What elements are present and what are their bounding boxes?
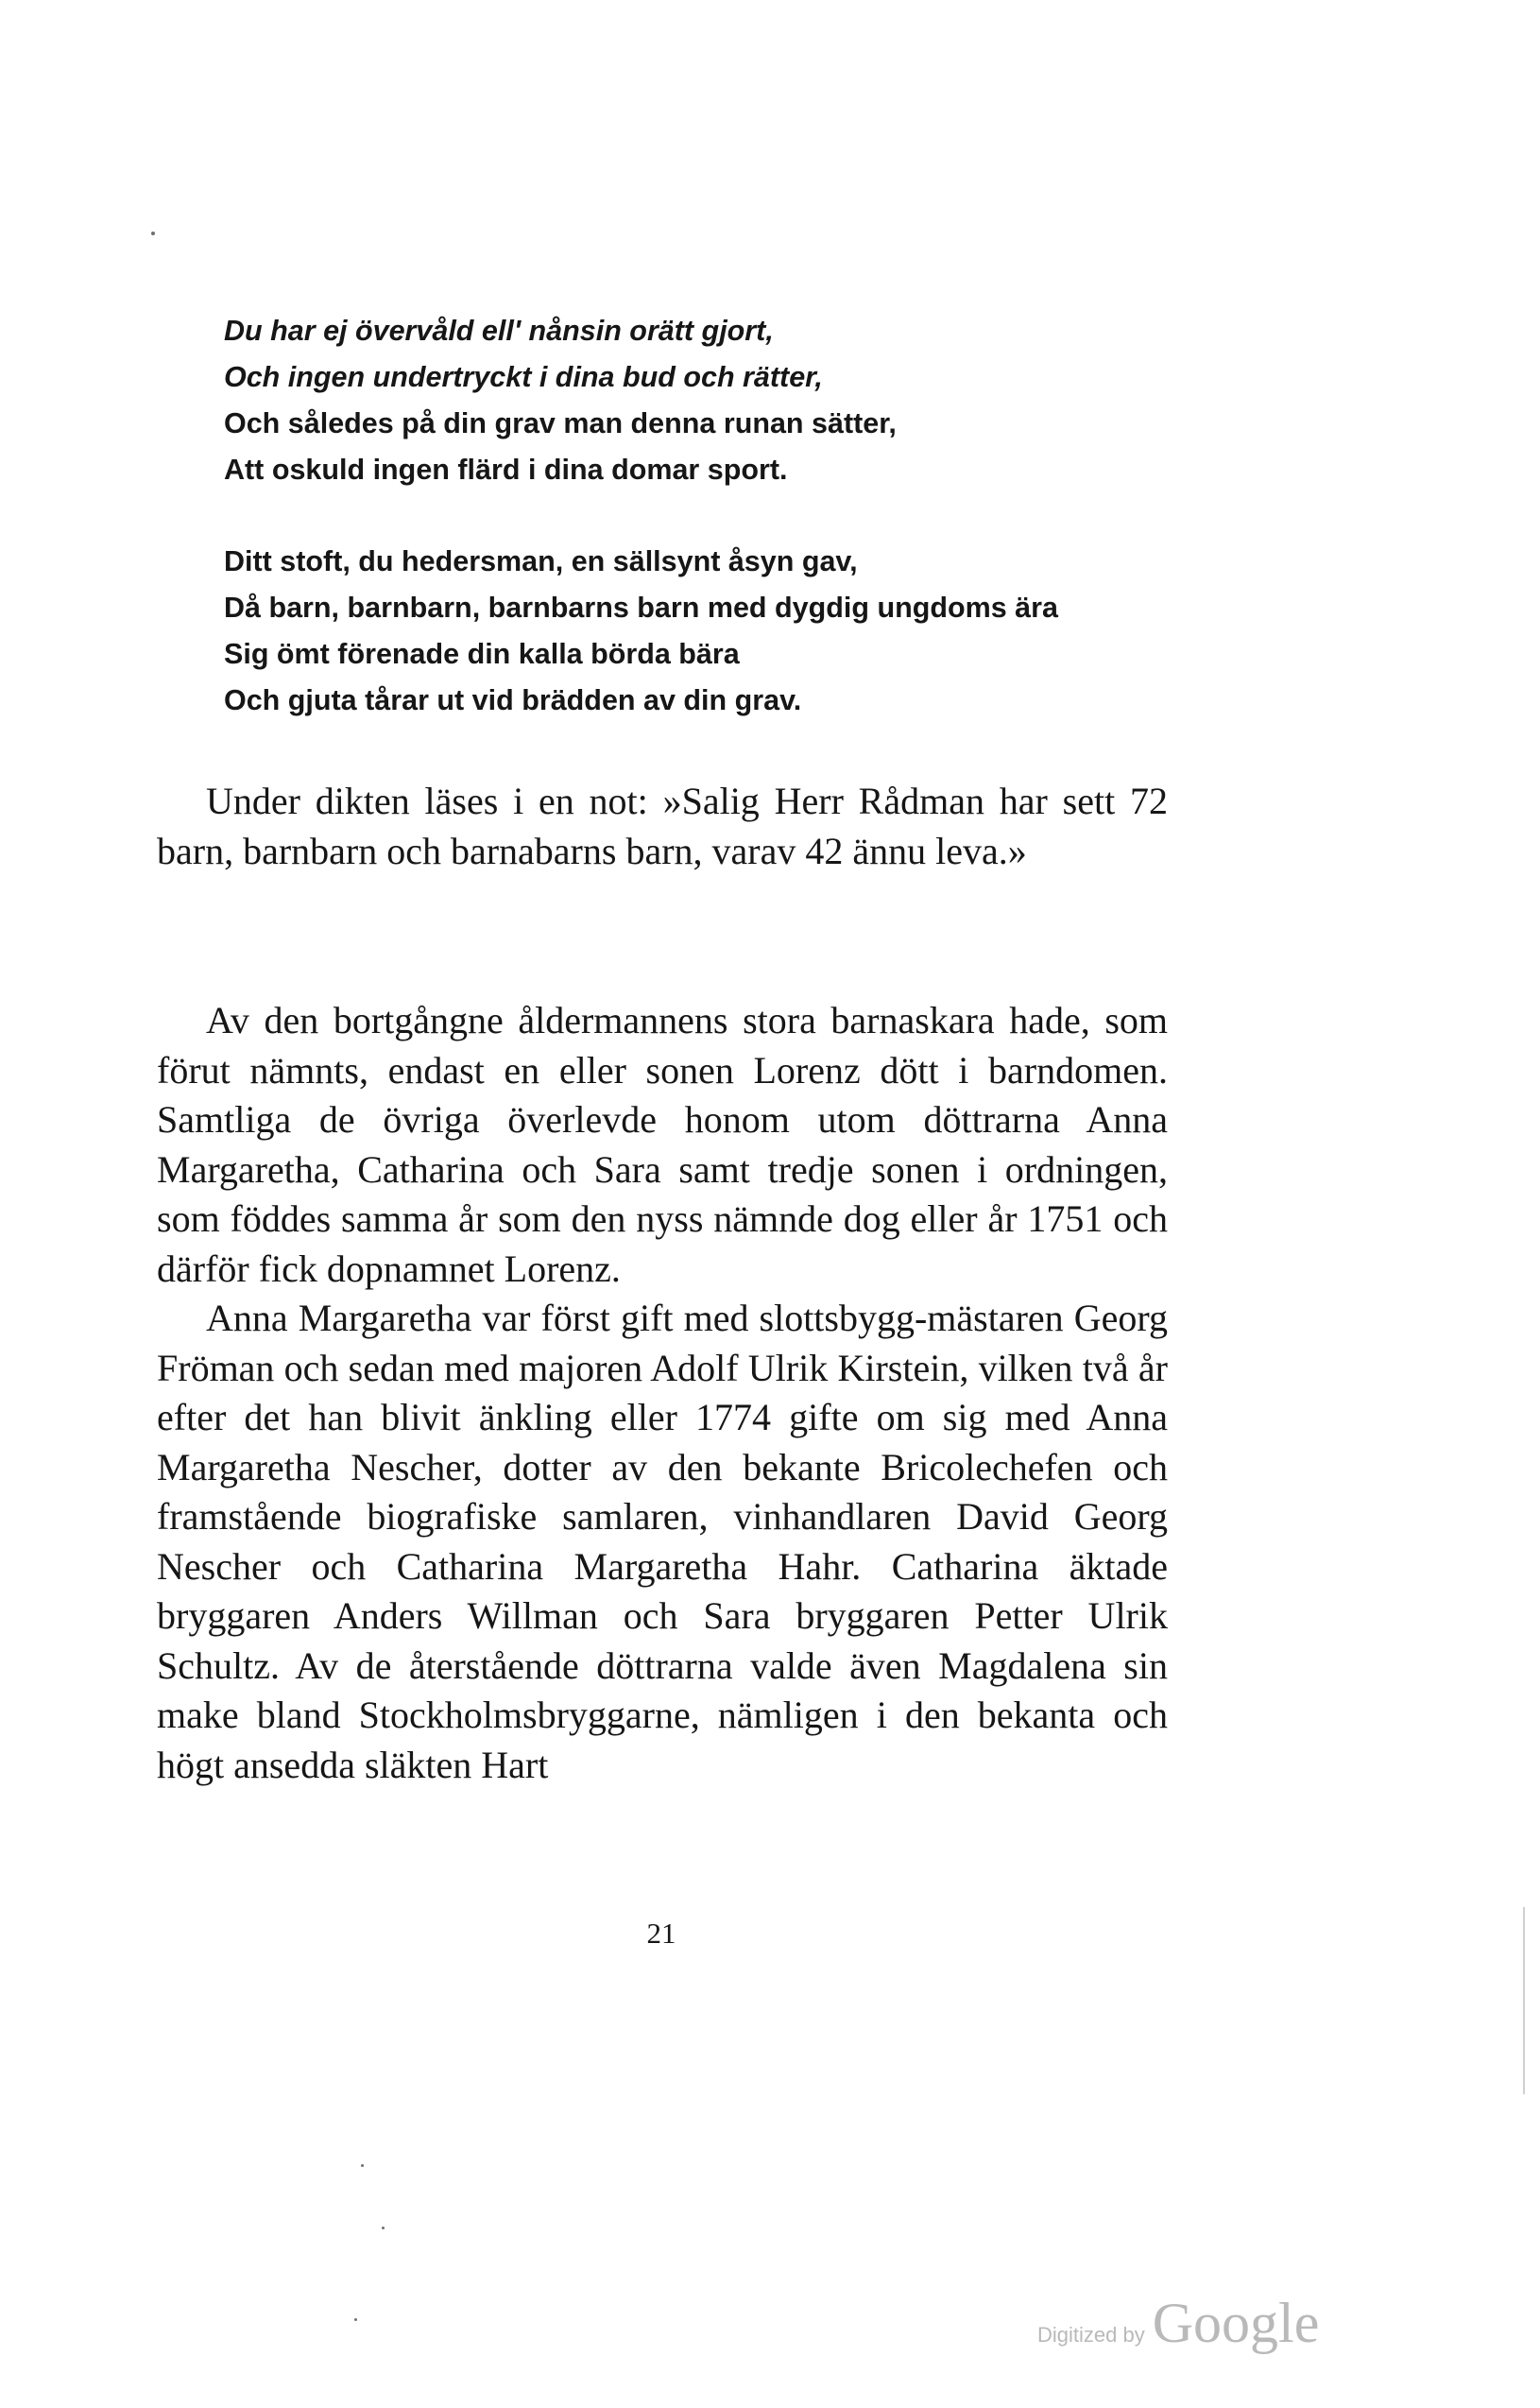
- note-paragraph: Under dikten läses i en not: »Salig Herr Rådman har sett 72 barn, barnbarn och barnabarns barn, varav 42 ännu leva.»: [157, 780, 1168, 872]
- poem-line: Sig ömt förenade din kalla börda bära: [224, 638, 740, 670]
- poem-line: Och gjuta tårar ut vid brädden av din grav.: [224, 684, 802, 716]
- scan-speck: [151, 232, 155, 235]
- scan-speck: [361, 2164, 364, 2167]
- body-paragraph: Av den bortgångne åldermannens stora barnaskara hade, som förut nämnts, endast en eller sonen Lorenz dött i barndomen. Samtliga de övriga överlevde honom utom döttrarna Anna Margaretha, Catharina och Sara samt tredje sonen i ordningen, som föddes samma år som den nyss nämnde dog eller år 1751 och därför fick dopnamnet Lorenz.: [157, 999, 1168, 1290]
- scan-edge-line: [1523, 1907, 1525, 2094]
- poem-line: Och ingen undertryckt i dina bud och rätter,: [224, 361, 823, 393]
- poem-line: Du har ej övervåld ell' nånsin orätt gjort,: [224, 315, 774, 347]
- digitized-watermark: [1037, 2291, 1319, 2356]
- scan-speck: [354, 2318, 357, 2321]
- watermark-brand: Google: [1152, 2292, 1320, 2354]
- poem-line: Då barn, barnbarn, barnbarns barn med dygdig ungdoms ära: [224, 592, 1058, 624]
- main-text: [157, 996, 1168, 1790]
- poem-stanza-2: [224, 539, 1188, 724]
- poem-line: Och således på din grav man denna runan sätter,: [224, 407, 897, 439]
- note-section: [157, 777, 1168, 876]
- poem-stanza-1: [224, 308, 1188, 493]
- scan-speck: [382, 2227, 385, 2229]
- body-paragraph: Anna Margaretha var först gift med slottsbygg-mästaren Georg Fröman och sedan med majoren Adolf Ulrik Kirstein, vilken två år efter det han blivit änkling eller 1774 gifte om sig med Anna Margaretha Nescher, dotter av den bekante Bricolechefen och framstående biografiske samlaren, vinhandlaren David Georg Nescher och Catharina Margaretha Hahr. Catharina äktade bryggaren Anders Willman och Sara bryggaren Petter Ulrik Schultz. Av de återstående döttrarna valde även Magdalena sin make bland Stockholmsbryggarne, nämligen i den bekanta och högt ansedda släkten Hart: [157, 1297, 1168, 1786]
- poem-line: Att oskuld ingen flärd i dina domar sport.: [224, 454, 788, 486]
- watermark-prefix: Digitized by: [1037, 2323, 1145, 2347]
- poem-line: Ditt stoft, du hedersman, en sällsynt åsyn gav,: [224, 545, 858, 577]
- page-number: 21: [646, 1917, 676, 1950]
